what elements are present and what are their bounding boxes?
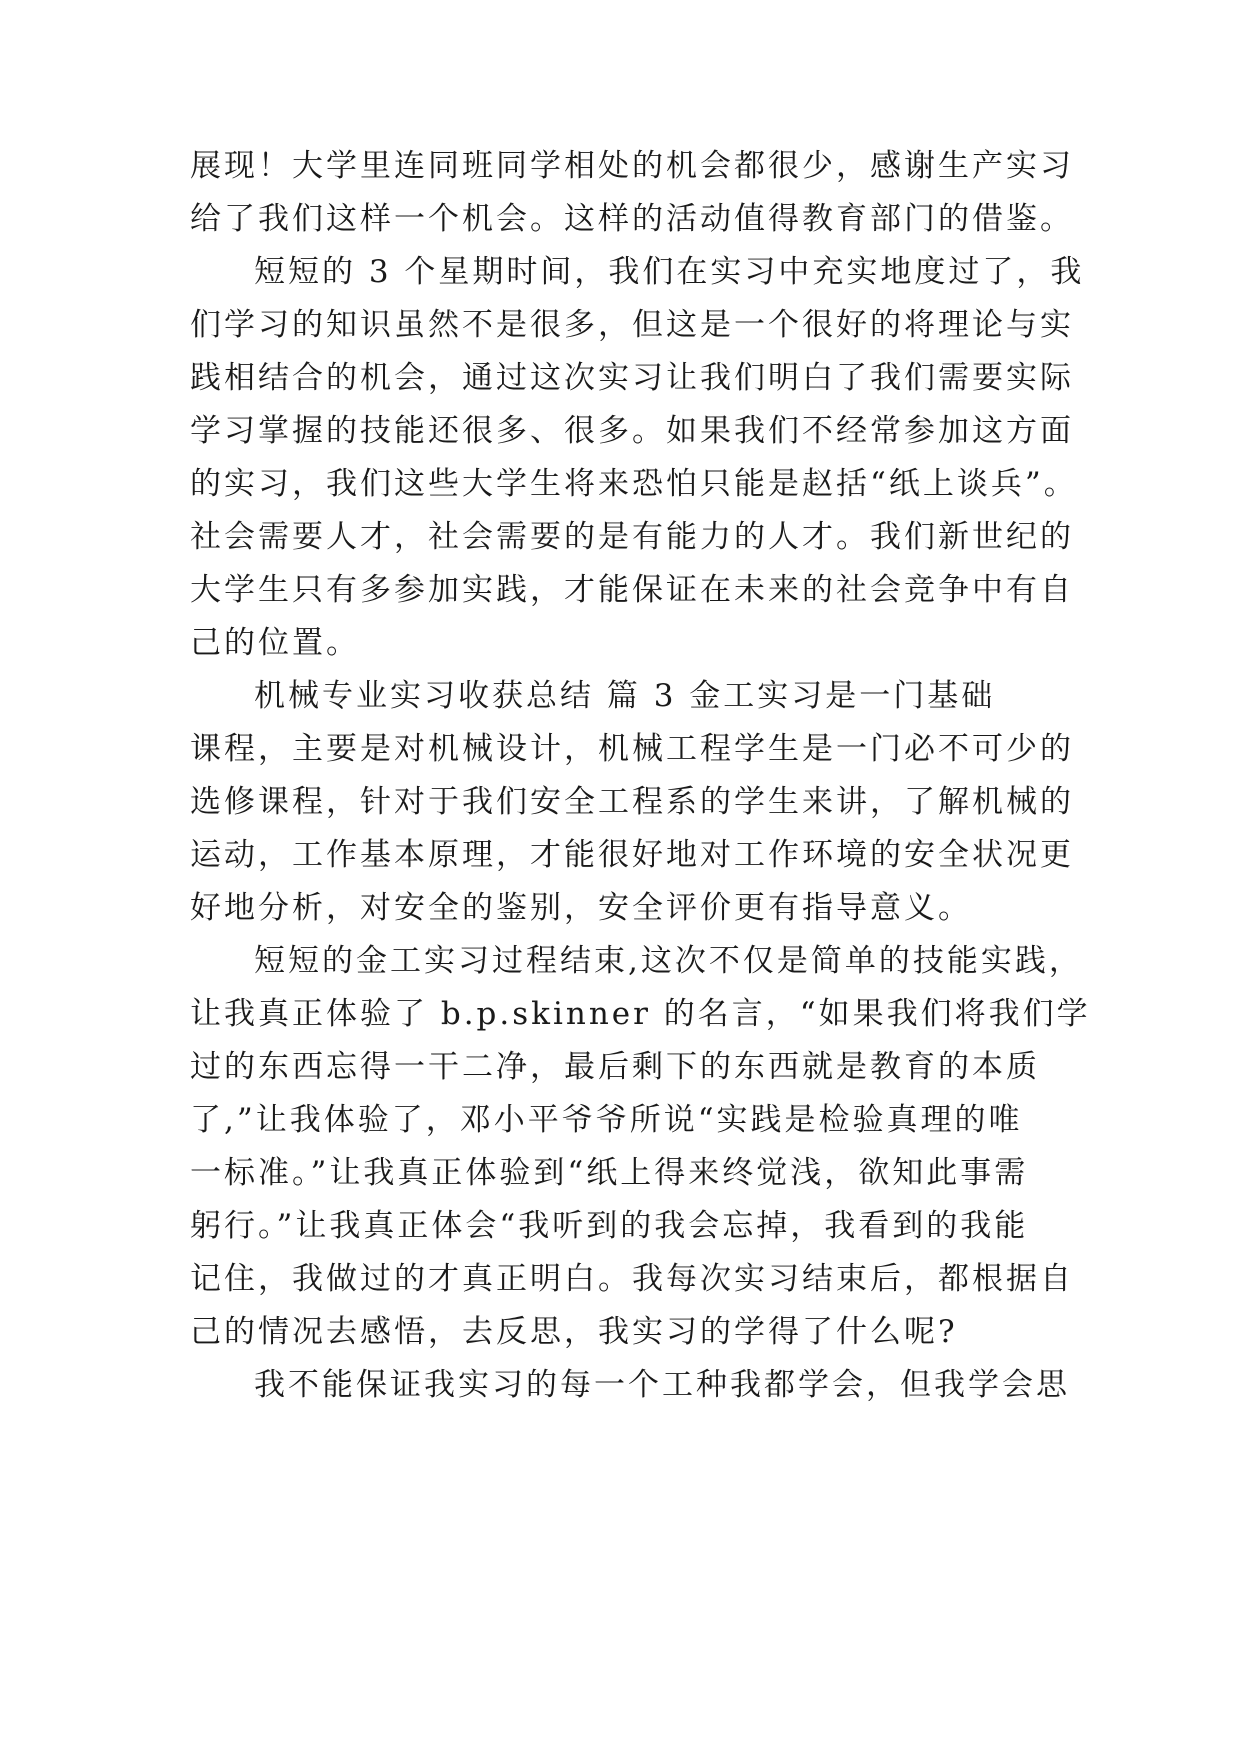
text-line: 社会需要人才，社会需要的是有能力的人才。我们新世纪的 [190,519,1074,555]
text-line: 躬行。”让我真正体会“我听到的我会忘掉，我看到的我能 [190,1208,1029,1244]
text-line: 过的东西忘得一干二净，最后剩下的东西就是教育的本质 [190,1049,1040,1085]
text-line: 学习掌握的技能还很多、很多。如果我们不经常参加这方面 [190,413,1074,449]
text-line: 了,”让我体验了，邓小平爷爷所说“实践是检验真理的唯 [190,1102,1023,1138]
paragraph-start-line: 我不能保证我实习的每一个工种我都学会，但我学会思 [254,1367,1070,1403]
text-line: 让我真正体验了 b.p.skinner 的名言，“如果我们将我们学 [190,996,1091,1032]
section-heading-line: 机械专业实习收获总结 篇 3 金工实习是一门基础 [254,678,996,714]
text-line: 展现！大学里连同班同学相处的机会都很少，感谢生产实习 [190,148,1074,184]
text-line: 己的位置。 [190,625,360,661]
text-line: 己的情况去感悟，去反思，我实习的学得了什么呢? [190,1314,958,1350]
paragraph-start-line: 短短的 3 个星期时间，我们在实习中充实地度过了，我 [254,254,1085,290]
text-line: 的实习，我们这些大学生将来恐怕只能是赵括“纸上谈兵”。 [190,466,1078,502]
text-line: 好地分析，对安全的鉴别，安全评价更有指导意义。 [190,890,972,926]
text-line: 一标准。”让我真正体验到“纸上得来终觉浅，欲知此事需 [190,1155,1029,1191]
text-line: 课程，主要是对机械设计，机械工程学生是一门必不可少的 [190,731,1074,767]
paragraph-start-line: 短短的金工实习过程结束,这次不仅是简单的技能实践， [254,943,1083,979]
text-line: 们学习的知识虽然不是很多，但这是一个很好的将理论与实 [190,307,1074,343]
text-line: 大学生只有多参加实践，才能保证在未来的社会竞争中有自 [190,572,1074,608]
text-line: 践相结合的机会，通过这次实习让我们明白了我们需要实际 [190,360,1074,396]
text-line: 运动，工作基本原理，才能很好地对工作环境的安全状况更 [190,837,1074,873]
text-line: 给了我们这样一个机会。这样的活动值得教育部门的借鉴。 [190,201,1074,237]
text-line: 记住，我做过的才真正明白。我每次实习结束后，都根据自 [190,1261,1074,1297]
text-line: 选修课程，针对于我们安全工程系的学生来讲，了解机械的 [190,784,1074,820]
